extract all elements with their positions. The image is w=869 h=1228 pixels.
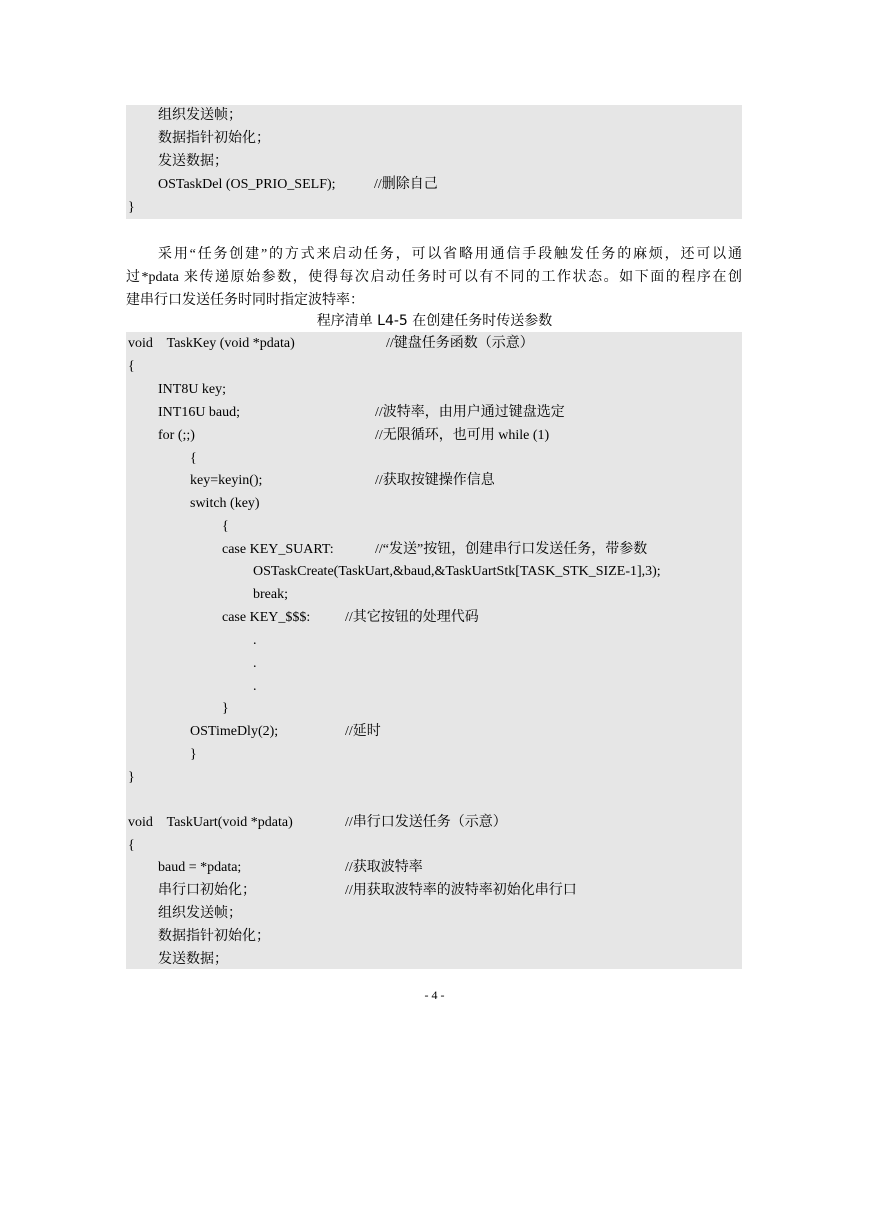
code-line: { — [128, 359, 135, 374]
paragraph-line: 过*pdata 来传递原始参数，使得每次启动任务时可以有不同的工作状态。如下面的程序在创 — [126, 270, 742, 285]
code-line: 组织发送帧； — [158, 906, 242, 921]
code-line: 数据指针初始化； — [158, 929, 270, 944]
code-comment: //无限循环，也可用 while (1) — [375, 428, 550, 443]
body-paragraph — [126, 243, 742, 312]
code-block-main — [126, 332, 742, 969]
code-line: case KEY_SUART: — [222, 542, 334, 557]
code-line: OSTimeDly(2); — [190, 724, 279, 739]
code-line: break; — [253, 587, 288, 602]
code-line: void TaskUart(void *pdata) — [128, 815, 293, 830]
code-comment: //获取按键操作信息 — [375, 473, 495, 488]
code-comment: //串行口发送任务（示意） — [345, 815, 507, 830]
code-line: } — [190, 747, 197, 762]
code-line: 发送数据； — [158, 952, 228, 967]
code-line: { — [222, 519, 229, 534]
code-line: switch (key) — [190, 496, 260, 511]
code-line: 组织发送帧； — [158, 108, 242, 123]
listing-caption: 程序清单 L4-5 在创建任务时传送参数 — [316, 313, 553, 329]
paragraph-line: 建串行口发送任务时同时指定波特率： — [126, 293, 364, 308]
code-comment: //键盘任务函数（示意） — [386, 336, 534, 351]
code-comment: //“发送”按钮，创建串行口发送任务，带参数 — [375, 542, 648, 557]
code-line: 数据指针初始化； — [158, 131, 270, 146]
code-line: key=keyin(); — [190, 473, 263, 488]
code-line: INT16U baud; — [158, 405, 241, 420]
code-block-top — [126, 105, 742, 219]
code-comment: //延时 — [345, 724, 381, 739]
code-line: . — [253, 656, 257, 671]
page-number: - 4 - — [424, 988, 445, 1002]
code-line: for (;;) — [158, 428, 195, 443]
code-line: 串行口初始化； — [158, 883, 256, 898]
paragraph-line: 采用“任务创建”的方式来启动任务，可以省略用通信手段触发任务的麻烦，还可以通 — [158, 247, 742, 262]
code-line: OSTaskCreate(TaskUart,&baud,&TaskUartStk[TASK_STK_SIZE-1],3); — [253, 564, 661, 579]
code-line: INT8U key; — [158, 382, 227, 397]
code-line: { — [128, 838, 135, 853]
code-comment: //波特率，由用户通过键盘选定 — [375, 405, 565, 420]
code-line: } — [128, 770, 135, 785]
code-line: . — [253, 679, 257, 694]
code-line: OSTaskDel (OS_PRIO_SELF); — [158, 177, 336, 192]
code-line: baud = *pdata; — [158, 860, 242, 875]
code-comment: //用获取波特率的波特率初始化串行口 — [345, 883, 577, 898]
code-comment: //其它按钮的处理代码 — [345, 610, 479, 625]
code-line: void TaskKey (void *pdata) — [128, 336, 295, 351]
code-line: 发送数据； — [158, 154, 228, 169]
code-comment: //获取波特率 — [345, 860, 423, 875]
code-line: } — [128, 200, 135, 215]
code-line: case KEY_$$$: — [222, 610, 311, 625]
code-comment: //删除自己 — [374, 177, 438, 192]
code-line: } — [222, 701, 229, 716]
code-line: . — [253, 633, 257, 648]
code-line: { — [190, 451, 197, 466]
